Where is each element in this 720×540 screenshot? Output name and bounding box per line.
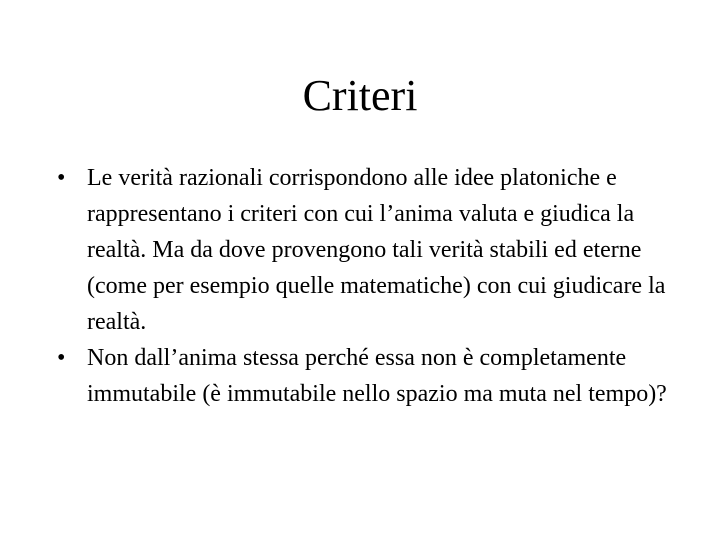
slide-title: Criteri [302,71,418,120]
bullet-icon: • [57,165,66,191]
bullet-text: Non dall’anima stessa perché essa non è completamente immutabile (è immutabile nello spazio ma muta nel tempo)? [87,345,667,407]
bullet-item [57,160,677,340]
bullet-icon: • [57,345,66,371]
bullet-list [57,160,677,412]
bullet-item [57,340,677,412]
bullet-text: Le verità razionali corrispondono alle idee platoniche e rappresentano i criteri con cui l’anima valuta e giudica la realtà. Ma da dove provengono tali verità stabili ed eterne (come per esempio quelle matematiche) con cui giudicare la realtà. [87,165,666,335]
